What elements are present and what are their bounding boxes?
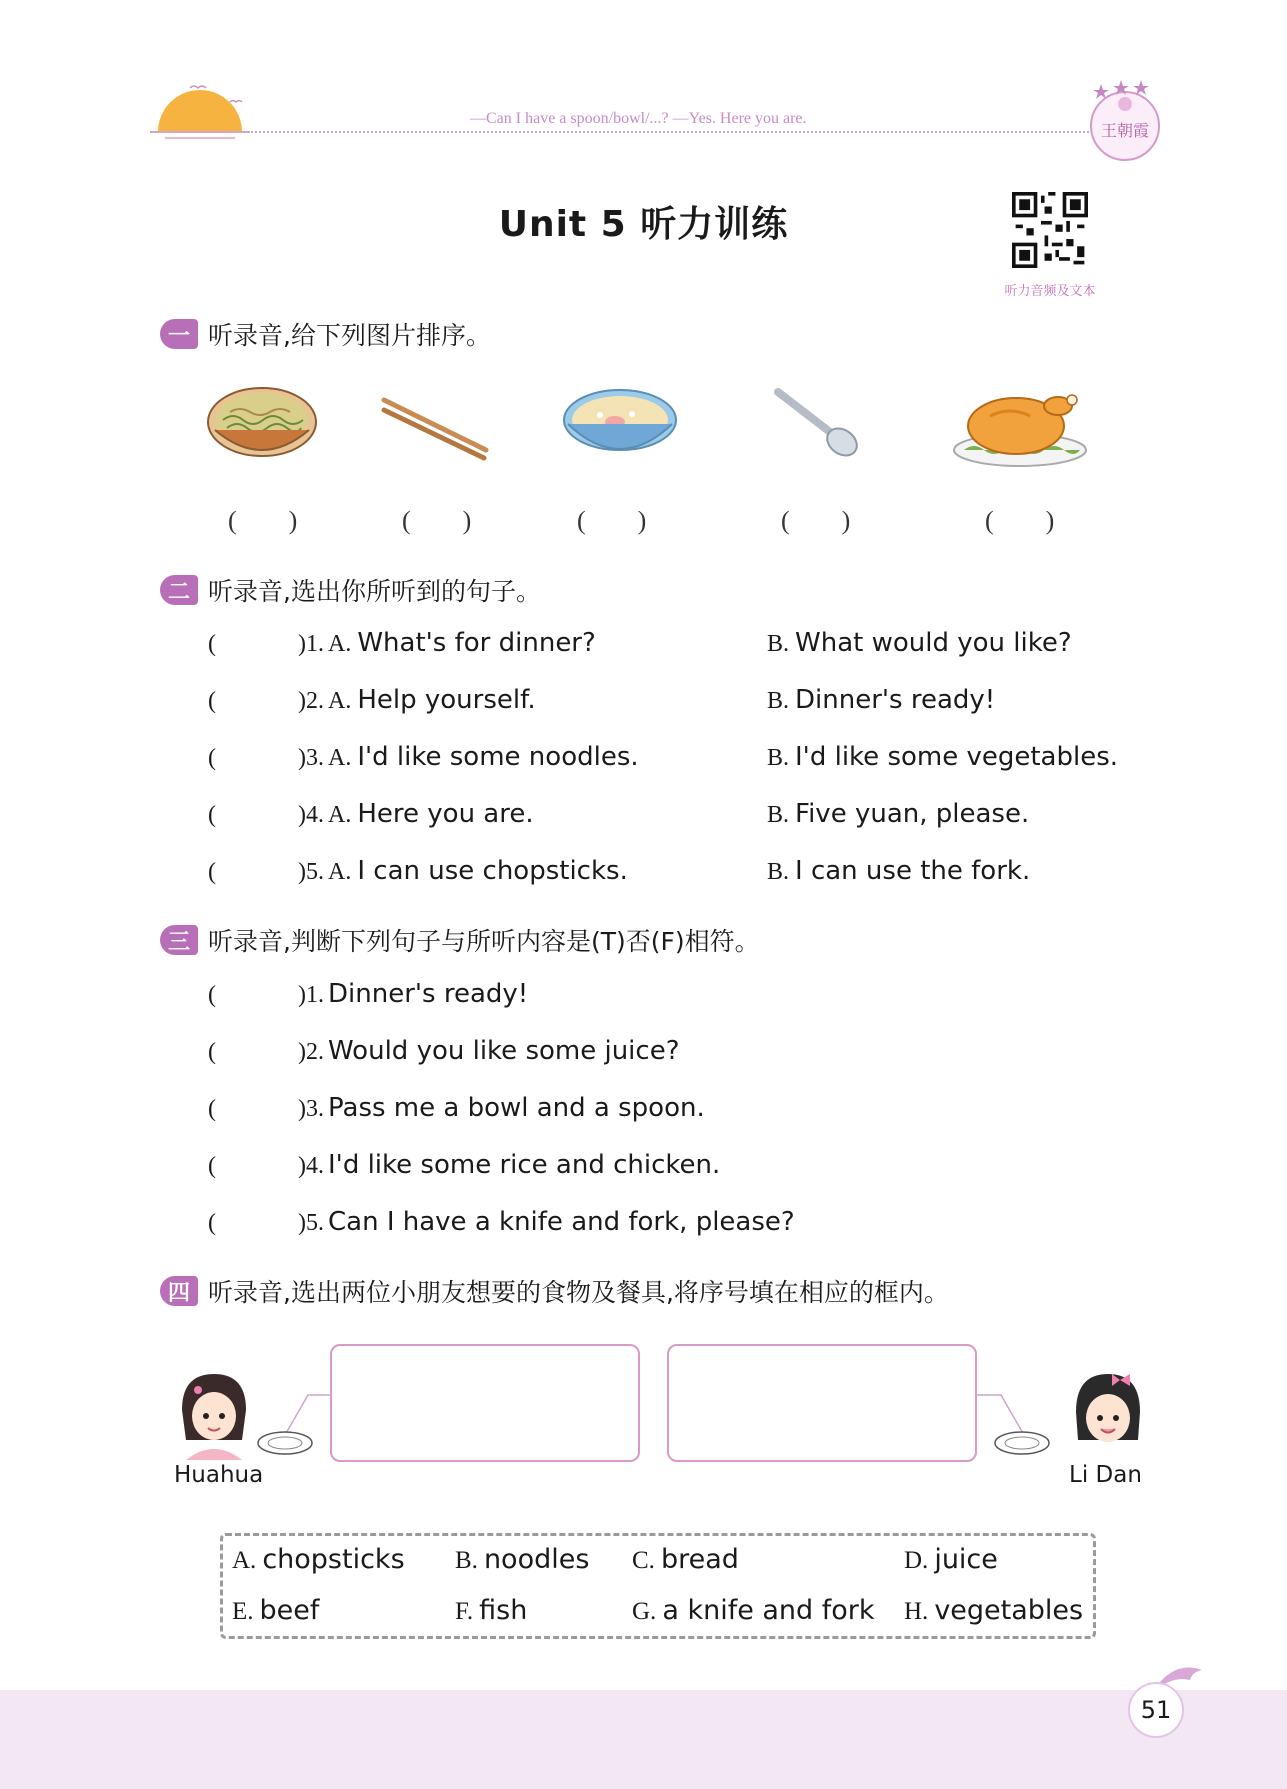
statement: Would you like some juice?	[328, 1036, 680, 1066]
plate-icon	[256, 1430, 314, 1456]
word-option: H. vegetables	[904, 1595, 1084, 1626]
option-b-row: B. Dinner's ready!	[767, 685, 996, 715]
answer-blank[interactable]: ( )	[577, 506, 647, 535]
question-row: ( )3. Pass me a bowl and a spoon.	[208, 1093, 705, 1123]
answer-blank[interactable]: ( )	[402, 506, 472, 535]
word-option: C. bread	[632, 1544, 739, 1575]
section-badge: 一	[160, 319, 198, 349]
option-a: Help yourself.	[357, 685, 536, 715]
option-b-row: B. I'd like some vegetables.	[767, 742, 1119, 772]
lidan-answer-box[interactable]	[667, 1344, 977, 1462]
qr-code-icon[interactable]	[1012, 192, 1088, 268]
answer-blank[interactable]: (	[208, 1210, 216, 1236]
page-title: Unit 5 听力训练	[498, 204, 789, 245]
option-b: I'd like some vegetables.	[795, 742, 1119, 772]
word-option: F. fish	[455, 1595, 528, 1626]
header-divider	[150, 131, 1097, 133]
huahua-name: Huahua	[174, 1462, 264, 1488]
option-a: I can use chopsticks.	[357, 856, 628, 886]
word-option: B. noodles	[455, 1544, 590, 1575]
section-instruction: 听录音,判断下列句子与所听内容是(T)否(F)相符。	[208, 927, 760, 956]
section-1-header	[160, 316, 491, 352]
statement: Dinner's ready!	[328, 979, 529, 1009]
option-b: Dinner's ready!	[795, 685, 996, 715]
section-4-header	[160, 1273, 949, 1309]
section-badge: 四	[160, 1276, 198, 1306]
answer-blank[interactable]: (	[208, 631, 216, 657]
answer-blank[interactable]: (	[208, 1039, 216, 1065]
question-row: ( )4. I'd like some rice and chicken.	[208, 1150, 721, 1180]
option-b: What would you like?	[795, 628, 1072, 658]
answer-blank[interactable]: (	[208, 1153, 216, 1179]
question-row: ( )1. A. What's for dinner?	[208, 628, 596, 658]
noodles-bowl-icon	[205, 380, 320, 470]
question-row: ( )1. Dinner's ready!	[208, 979, 529, 1009]
question-row: ( )2. A. Help yourself.	[208, 685, 536, 715]
answer-blank[interactable]: (	[208, 982, 216, 1008]
plate-icon	[993, 1430, 1051, 1456]
svg-text:王朝霞: 王朝霞	[1100, 121, 1150, 140]
answer-blank[interactable]: (	[208, 802, 216, 828]
option-b-row: B. I can use the fork.	[767, 856, 1031, 886]
section-2-header	[160, 572, 541, 608]
footer-band	[0, 1690, 1287, 1789]
word-option: E. beef	[232, 1595, 320, 1626]
option-b-row: B. Five yuan, please.	[767, 799, 1030, 829]
lidan-avatar	[1068, 1370, 1148, 1460]
answer-blank[interactable]: (	[208, 745, 216, 771]
section-badge: 二	[160, 575, 198, 605]
chopsticks-icon	[380, 380, 490, 470]
page-number: 51	[1128, 1682, 1184, 1738]
word-option: G. a knife and fork	[632, 1595, 875, 1626]
answer-blank[interactable]: ( )	[985, 506, 1055, 535]
word-option: D. juice	[904, 1544, 998, 1575]
option-b-row: B. What would you like?	[767, 628, 1072, 658]
answer-blank[interactable]: (	[208, 859, 216, 885]
option-b: I can use the fork.	[795, 856, 1031, 886]
lidan-name: Li Dan	[1069, 1462, 1142, 1488]
question-row: ( )4. A. Here you are.	[208, 799, 534, 829]
answer-blank[interactable]: (	[208, 1096, 216, 1122]
question-row: ( )2. Would you like some juice?	[208, 1036, 680, 1066]
statement: Can I have a knife and fork, please?	[328, 1207, 795, 1237]
huahua-answer-box[interactable]	[330, 1344, 640, 1462]
option-a: Here you are.	[357, 799, 534, 829]
qr-caption: 听力音频及文本	[1004, 284, 1096, 299]
answer-blank[interactable]: ( )	[781, 506, 851, 535]
roast-chicken-icon	[950, 380, 1090, 470]
option-a: What's for dinner?	[357, 628, 596, 658]
option-a: I'd like some noodles.	[357, 742, 639, 772]
answer-blank[interactable]: (	[208, 688, 216, 714]
section-instruction: 听录音,给下列图片排序。	[208, 321, 491, 350]
soup-bowl-icon	[560, 380, 680, 470]
question-row: ( )5. Can I have a knife and fork, please?	[208, 1207, 795, 1237]
running-title: —Can I have a spoon/bowl/...? —Yes. Here you are.	[470, 110, 807, 127]
section-instruction: 听录音,选出你所听到的句子。	[208, 577, 541, 606]
question-row: ( )5. A. I can use chopsticks.	[208, 856, 628, 886]
huahua-avatar	[172, 1370, 252, 1460]
section-instruction: 听录音,选出两位小朋友想要的食物及餐具,将序号填在相应的框内。	[208, 1278, 949, 1307]
publisher-logo-icon	[1085, 78, 1165, 168]
statement: Pass me a bowl and a spoon.	[328, 1093, 705, 1123]
section-badge: 三	[160, 925, 198, 955]
option-b: Five yuan, please.	[795, 799, 1030, 829]
section-3-header	[160, 922, 760, 958]
question-row: ( )3. A. I'd like some noodles.	[208, 742, 639, 772]
answer-blank[interactable]: ( )	[228, 506, 298, 535]
word-option: A. chopsticks	[232, 1544, 405, 1575]
spoon-icon	[770, 380, 870, 470]
statement: I'd like some rice and chicken.	[328, 1150, 721, 1180]
